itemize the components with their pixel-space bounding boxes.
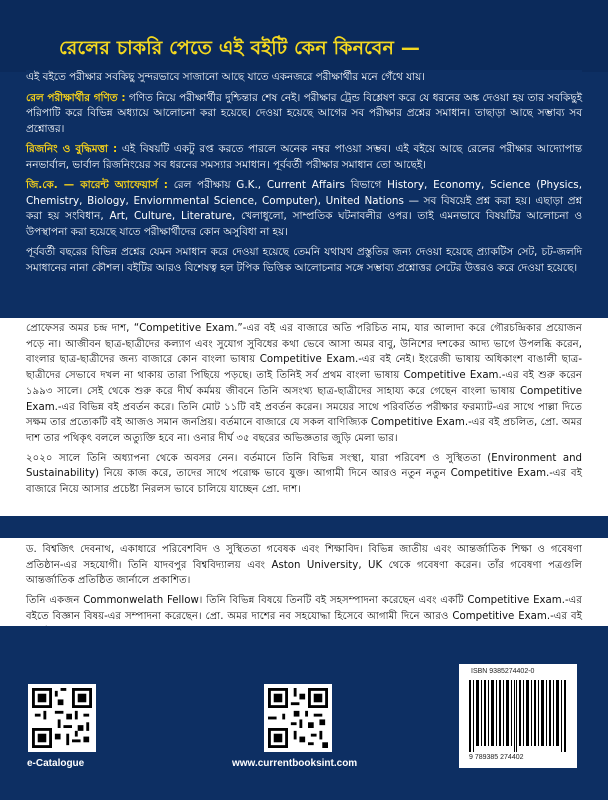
catalogue-qr-icon[interactable] [28, 684, 96, 752]
website-qr-icon[interactable] [264, 684, 332, 752]
section-reasoning-label: রিজনিং ও বুদ্ধিমত্তা : [26, 143, 118, 155]
author2-para-1: ড. বিশ্বজিৎ দেবনাথ, একাধারে পরিবেশবিদ ও সুস্থিততা গবেষক এবং শিক্ষাবিদ। বিভিন্ন জাতীয় এবং আন্তর্জাতিক শিক্ষা ও গবেষণা প্রতিষ্ঠান-এর সহযোগী। তিনি যাদবপুর বিশ্ববিদ্যালয় এবং Aston University, UK থেকে গবেষণা করেন। তাঁর গবেষণা পত্রগুলি আন্তর্জাতিক প্রতিষ্ঠিত জার্নালে প্রকাশিত। [26, 544, 582, 587]
section-gk-text: রেল পরীক্ষায় G.K., Current Affairs বিভাগে History, Economy, Science (Physics, Chemistry, Biology, Enviornmental Science, Computer), United Nations — সব বিষয়েই প্রশ্ন করা হয়। এছাড়া প্রশ্ন করা হয় সংবিধান, Art, Culture, Literature, খেলাধুলো, সাম্প্রতিক ঘটনাবলীর ওপর। তাই এমনভাবে বিষয়টির আলোচনা ও উপস্থাপনা করা হয়েছে যাতে পরীক্ষার্থীদের কোন অসুবিধা না হয়। [26, 179, 583, 238]
intro-text: এই বইতে পরীক্ষার সবকিছু সুন্দরভাবে সাজানো আছে যাতে একনজরে পরীক্ষার্থীর মনে গেঁথে যায়। [26, 71, 426, 83]
website-link[interactable]: www.currentbooksint.com [232, 758, 358, 769]
author1-para-1: প্রোফেসর অমর চন্দ্র দাশ, “Competitive Exam.”-এর বই এর বাজারে অতি পরিচিত নাম, যার আলাদা করে গৌরচন্দ্রিকার প্রয়োজন পড়ে না। আজীবন ছাত্র-ছাত্রীদের কল্যাণ এবং সুযোগ সুবিধের কথা ভেবে আসা অমর বাবু, উনিশের দশকের আদ্য ভাগে উপলব্ধি করেন, বাংলার ছাত্র-ছাত্রীদের জন্য বাজারে কোন বাংলা ভাষায় Competitive Exam.-এর বই নেই। ইংরেজী ভাষায় অধিকাংশ বাঙালী ছাত্র-ছাত্রীদের সেভাবে দখল না থাকায় তারা পিছিয়ে পড়ছে। তাই তিনিই সর্ব প্রথম বাংলা ভাষায় Competitive Exam.-এর বই শুরু করেন ১৯৯৩ সালে। সেই থেকে শুরু করে দীর্ঘ কর্মময় জীবনে তিনি অসংখ্য ছাত্র-ছাত্রীদের সাহায্য করে গেছেন বাংলা ভাষায় Competitive Exam.-এর বিভিন্ন বই প্রবর্তন করে। তিনি মোট ১১টি বই প্রবর্তন করেন। সময়ের সাথে পরিবর্তিত পরীক্ষার ফরম্যাট-এর সাথে পাল্লা দিতে সক্ষম তার প্রত্যেকটি বই আজও সমান জনপ্রিয়। বর্তমানে বাজারে যে সকল বাণিজ্যিক Competitive Exam.-এর বই প্রচলিত, প্রো. অমর দাশ তার পথিকৃৎ বললে অত্যুক্তি হবে না। ওনার দীর্ঘ ৩৫ বছরের অভিজ্ঞতার জুড়ি মেলা ভার। [26, 323, 582, 444]
section-math [26, 91, 582, 138]
headline-bar [0, 0, 608, 72]
author2-para-2: তিনি একজন Commonwelath Fellow। তিনি বিভিন্ন বিষয়ে তিনটি বই সহসম্পাদনা করেছেন এবং একটি Competitive Exam.-এর বইতে বিজ্ঞান বিষয়-এর সম্পাদনা করেছেন। প্রো. অমর দাশের নব সহযোদ্ধা হিসেবে আগামী দিনে আরও Competitive Exam.-এর বই [26, 595, 582, 622]
barcode-number: 9 789385 274402 [469, 754, 524, 761]
section-math-text: গণিত নিয়ে পরীক্ষার্থীর দুশ্চিন্তার শেষ নেই। পরীক্ষার ট্রেন্ড বিশ্লেষণ করে যে ধরনের অঙ্ক দেওয়া হয় তার সবকিছুই পরিপাটি করে বিভিন্ন অধ্যায়ে আলোচনা করা হয়েছে। দেওয়া হয়েছে আগের সব পরীক্ষার প্রশ্নের সমাধান। তাছাড়া আছে সম্ভাব্য সব প্রশ্নোত্তর। [26, 91, 582, 135]
author2-box [0, 538, 608, 626]
headline: রেলের চাকরি পেতে এই বইটি কেন কিনবেন — [59, 37, 421, 59]
catalogue-label: e-Catalogue [27, 758, 85, 769]
section-gk-label: জি.কে. — কারেন্ট অ্যাফেয়ার্স : [26, 179, 168, 191]
divider-band [0, 516, 608, 538]
author1-box [0, 318, 608, 516]
features-box [26, 70, 582, 310]
isbn-text: ISBN 9385274402-0 [471, 668, 535, 675]
section-reasoning-text: এই বিষয়টি একটু রপ্ত করতে পারলে অনেক নম্বর পাওয়া সম্ভব। এই বইয়ে আছে রেলের পরীক্ষার আদ্যোপান্ত নন‌ভার্বাল, ভার্বাল রিজনিংয়ের সব ধরনের সমস্যার সমাধান। পূর্ববর্তী পরীক্ষার সমাধান তো আছেই। [26, 143, 582, 171]
author1-para-2: ২০২০ সালে তিনি অধ্যাপনা থেকে অবসর নেন। বর্তমানে তিনি বিভিন্ন সংস্থা, যারা পরিবেশ ও সুস্থিততা (Environment and Sustainability) নিয়ে কাজ করে, তাদের সাথে পরোক্ষ ভাবে যুক্ত। আগামী দিনে আরও নতুন নতুন Competitive Exam.-এর বই বাজারে নিয়ে আসার প্রচেষ্টা নিরলস ভাবে চালিয়ে যাচ্ছেন প্রো. দাশ। [26, 452, 582, 496]
section-gk [26, 178, 582, 240]
barcode-icon [469, 680, 567, 752]
section-reasoning [26, 142, 582, 173]
section-math-label: রেল পরীক্ষার্থীর গণিত : [26, 91, 126, 104]
closing-text: পূর্ববর্তী বছরের বিভিন্ন প্রশ্নের যেমন সমাধান করে দেওয়া হয়েছে তেমনি যথাযথ প্রস্তুতির জন্য দেওয়া হয়েছে প্র্যাকটিস সেট, চট-জলদি সমাধানের নানা কৌশল। বইটির আরও বিশেষত্ব হল টপিক ভিত্তিক আলোচনার সঙ্গে সম্ভাব্য প্রশ্নোত্তর সেটের উত্তরও করে দেওয়া হয়েছে। [26, 246, 582, 274]
isbn-barcode [459, 664, 577, 768]
